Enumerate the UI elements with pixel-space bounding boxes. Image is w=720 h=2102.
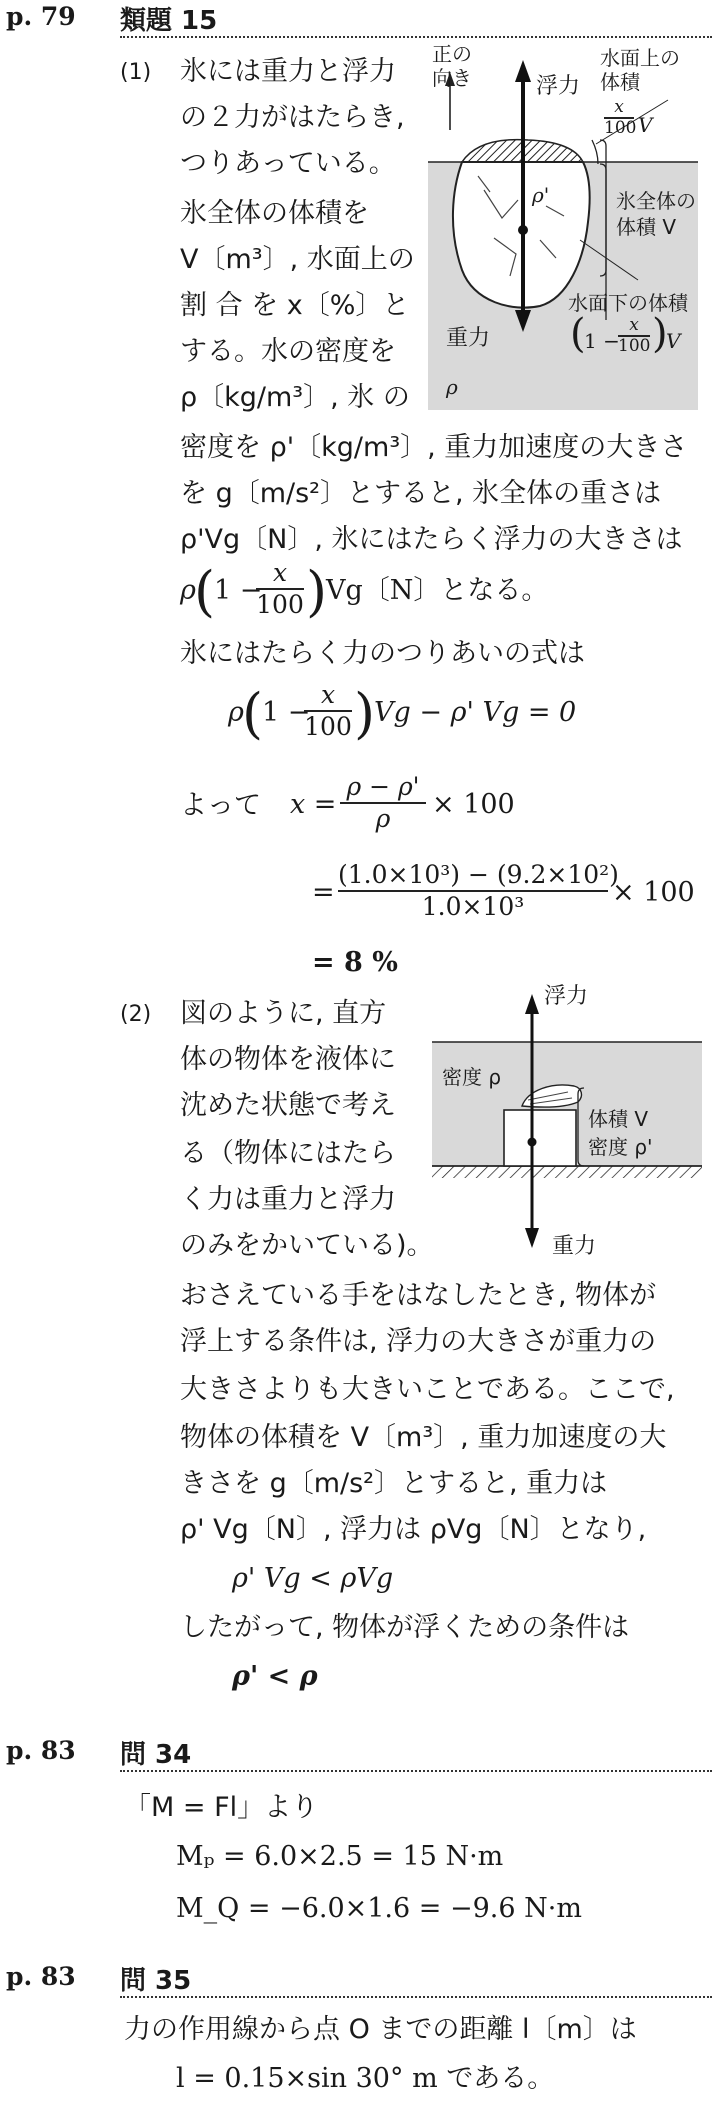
text-line: ρ〔kg/m³〕, 氷 の — [180, 382, 410, 413]
gravity-label: 重力 — [552, 1234, 597, 1259]
text-line: 沈めた状態で考え — [180, 1090, 396, 1121]
calc-equals: = — [312, 877, 335, 908]
fraction-numerator: x — [272, 558, 288, 587]
moment-q: M_Q = −6.0×1.6 = −9.6 N·m — [176, 1893, 582, 1924]
therefore-label: よって — [180, 790, 261, 821]
dotted-divider — [120, 36, 712, 38]
above-volume-fraction — [604, 97, 637, 138]
fraction-denominator: 100 — [256, 590, 304, 619]
text-line: きさを g〔m/s²〕とすると, 重力は — [180, 1468, 608, 1499]
paren-left: ( — [242, 682, 264, 745]
calc-fraction — [338, 860, 619, 922]
equation-tail: Vg − ρ' Vg = 0 — [374, 697, 577, 728]
buoyancy-rho: ρ — [180, 575, 196, 606]
volume-label: 体積 V — [588, 1107, 649, 1131]
fraction-numerator: x — [614, 97, 624, 117]
text-line: 密度を ρ'〔kg/m³〕, 重力加速度の大きさ — [180, 432, 688, 463]
label-line: 氷全体の — [616, 189, 696, 213]
page-ref: p. 83 — [6, 1962, 76, 1991]
label-line: 水面上の — [600, 46, 680, 70]
text-line: ρ' Vg〔N〕, 浮力は ρVg〔N〕となり, — [180, 1514, 647, 1545]
fraction-denominator: 100 — [618, 336, 651, 356]
positive-direction-label — [432, 42, 472, 90]
above-volume-v: V — [638, 113, 653, 137]
text-line: の２力がはたらき, — [180, 102, 405, 133]
page-ref: p. 83 — [6, 1736, 76, 1765]
below-volume-one: 1 − — [584, 329, 620, 353]
buoyancy-tail: Vg〔N〕となる。 — [326, 575, 549, 606]
x-times: × 100 — [432, 789, 515, 820]
text-line: 物体の体積を V〔m³〕, 重力加速度の大 — [180, 1422, 667, 1453]
dotted-divider — [120, 1770, 712, 1772]
distance-formula: l = 0.15×sin 30° m である。 — [176, 2063, 555, 2094]
text-line: 氷には重力と浮力 — [180, 56, 396, 87]
ice-density-symbol: ρ' — [532, 183, 550, 207]
label-line: 体積 V — [616, 215, 677, 239]
text-line: 氷にはたらく力のつりあいの式は — [180, 638, 585, 669]
total-volume-label — [616, 188, 696, 240]
label-line: 体積 — [600, 70, 640, 94]
text-line: を g〔m/s²〕とすると, 氷全体の重さは — [180, 478, 662, 509]
paren-left: ( — [194, 560, 216, 623]
below-volume-label: 水面下の体積 — [568, 291, 688, 315]
page-ref: p. 79 — [6, 2, 76, 31]
text-line: 氷全体の体積を — [180, 198, 369, 229]
calc-times: × 100 — [612, 877, 695, 908]
equation-one-minus: 1 − — [262, 697, 311, 728]
above-volume-label — [600, 46, 680, 94]
question-marker: (2) — [120, 1002, 152, 1027]
text-line: 図のように, 直方 — [180, 998, 387, 1029]
section-title: 類題 15 — [120, 6, 218, 36]
result-value: = 8 % — [312, 947, 398, 978]
fraction-denominator: 100 — [604, 118, 637, 138]
text-line: つりあっている。 — [180, 148, 396, 179]
gravity-label: 重力 — [446, 326, 491, 351]
inequality: ρ' Vg < ρVg — [232, 1563, 394, 1594]
x-fraction — [340, 772, 426, 834]
fraction-numerator: x — [320, 680, 336, 709]
water-density-symbol: ρ — [446, 375, 458, 399]
block-figure — [432, 984, 702, 1266]
below-volume-fraction — [618, 316, 650, 356]
fraction-denominator: ρ — [375, 804, 391, 833]
fraction-numerator: x — [629, 315, 639, 335]
text-line: 大きさよりも大きいことである。ここで, — [180, 1374, 675, 1405]
section-title: 問 35 — [120, 1966, 192, 1996]
label-line: 向き — [432, 66, 472, 90]
paren-right: ) — [354, 682, 376, 745]
paren-left: ( — [570, 311, 586, 357]
label-line: 正の — [432, 42, 472, 66]
fraction-numerator: ρ − ρ' — [346, 772, 420, 801]
object-density-label: 密度 ρ' — [588, 1135, 653, 1159]
text-line: 体の物体を液体に — [180, 1044, 396, 1075]
text-line: したがって, 物体が浮くための条件は — [180, 1612, 630, 1643]
buoyancy-label: 浮力 — [536, 74, 581, 99]
below-volume-v: V — [666, 329, 681, 353]
text-line: V〔m³〕, 水面上の — [180, 244, 415, 275]
text-line: 割 合 を x〔%〕と — [180, 290, 410, 321]
fraction-numerator: (1.0×10³) − (9.2×10²) — [338, 860, 619, 889]
text-line: く力は重力と浮力 — [180, 1184, 396, 1215]
fraction-denominator: 1.0×10³ — [421, 892, 525, 921]
liquid-density-label: 密度 ρ — [442, 1065, 502, 1089]
paren-right: ) — [652, 311, 668, 357]
iceberg-figure — [428, 40, 698, 410]
text-line: 「M = Fl」より — [124, 1792, 319, 1823]
text-line: る（物体にはたら — [180, 1138, 396, 1169]
dotted-divider — [120, 1996, 712, 1998]
text-line: する。水の密度を — [180, 336, 396, 367]
paren-right: ) — [306, 560, 328, 623]
text-line: 力の作用線から点 O までの距離 l〔m〕は — [124, 2014, 637, 2045]
buoyancy-one-minus: 1 − — [214, 575, 263, 606]
moment-p: Mₚ = 6.0×2.5 = 15 N·m — [176, 1841, 504, 1872]
conclusion: ρ' < ρ — [232, 1661, 318, 1692]
text-line: のみをかいている)。 — [180, 1230, 434, 1261]
section-title: 問 34 — [120, 1740, 192, 1770]
fraction-denominator: 100 — [304, 712, 352, 741]
text-line: おさえている手をはなしたとき, 物体が — [180, 1280, 657, 1311]
text-line: 浮上する条件は, 浮力の大きさが重力の — [180, 1326, 657, 1357]
equation-rho: ρ — [228, 697, 244, 728]
x-equals: x = — [290, 789, 337, 820]
question-marker: (1) — [120, 60, 152, 85]
text-line: ρ'Vg〔N〕, 氷にはたらく浮力の大きさは — [180, 524, 683, 555]
buoyancy-label: 浮力 — [544, 984, 589, 1009]
equation-fraction — [304, 680, 352, 742]
block-diagram — [432, 984, 702, 1266]
buoyancy-fraction — [256, 558, 304, 620]
